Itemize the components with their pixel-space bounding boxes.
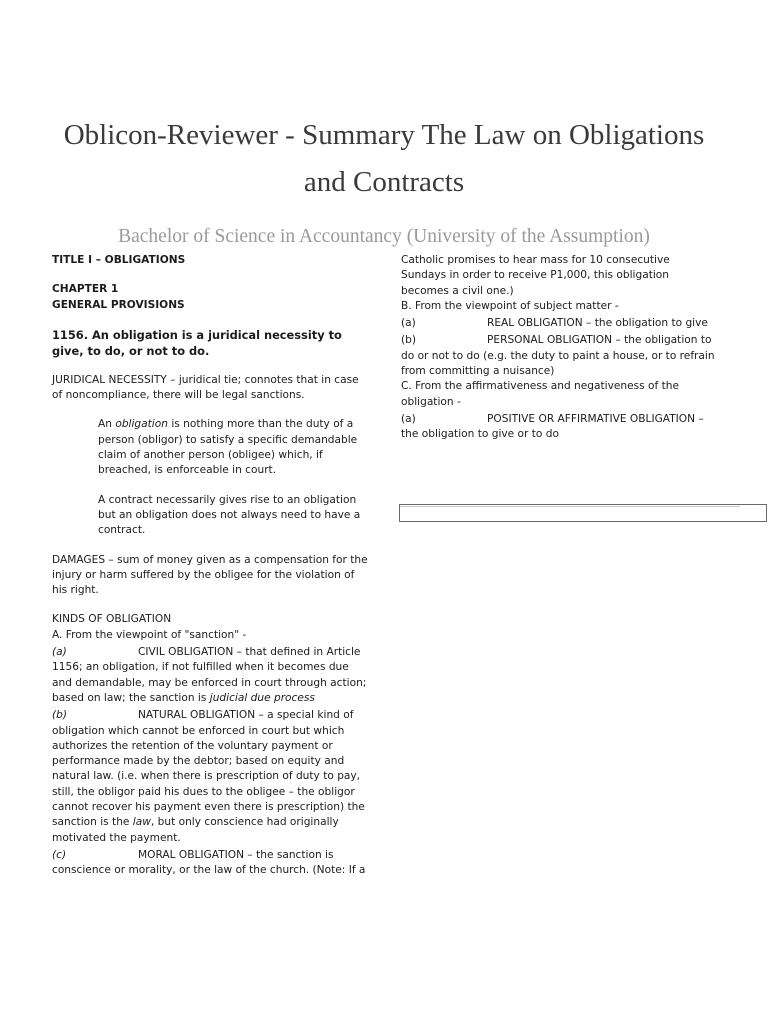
civil-rest: 1156; an obligation, if not fulfilled when it becomes due and demandable, may be enforced in court through action; based on law; the sanction is xyxy=(52,661,367,704)
natural-tail: , but only conscience had originally motivated the payment. xyxy=(52,816,339,844)
moral-label: (c) xyxy=(52,848,67,861)
positive-obligation-row xyxy=(401,412,715,427)
moral-continued: Catholic promises to hear mass for 10 consecutive Sundays in order to receive P1,000, this obligation becomes a civil one.) xyxy=(401,254,670,297)
natural-emphasis: law xyxy=(132,816,151,829)
positive-obligation-text: the obligation to give or to do xyxy=(401,428,559,441)
kinds-b: B. From the viewpoint of subject matter - xyxy=(401,299,619,312)
chapter-name: GENERAL PROVISIONS xyxy=(52,298,185,311)
personal-label: (b) xyxy=(401,334,416,347)
contract-note: A contract necessarily gives rise to an obligation but an obligation does not always need to have a contract. xyxy=(98,493,361,537)
positive-first-line: POSITIVE OR AFFIRMATIVE OBLIGATION – xyxy=(487,412,704,425)
moral-obligation-row xyxy=(52,848,368,863)
real-obligation-row xyxy=(401,316,715,331)
kinds-c: C. From the affirmativeness and negativeness of the obligation - xyxy=(401,380,679,408)
document-subtitle: Bachelor of Science in Accountancy (University of the Assumption) xyxy=(118,226,650,247)
obligation-prefix: An xyxy=(98,418,116,431)
personal-obligation-text: do or not to do (e.g. the duty to paint a house, or to refrain from committing a nuisance) xyxy=(401,349,715,378)
obligation-rest: is nothing more than the duty of a person (obligor) to satisfy a specific demandable claim of another person (obligee) which, if breached, is enforceable in court. xyxy=(98,418,358,477)
obligation-term: obligation xyxy=(115,418,168,431)
left-column xyxy=(52,253,368,879)
positive-label: (a) xyxy=(401,412,416,425)
natural-obligation-text xyxy=(52,724,368,846)
kinds-heading: KINDS OF OBLIGATION xyxy=(52,613,172,626)
document-title: Oblicon-Reviewer - Summary The Law on Obligations and Contracts xyxy=(63,119,705,198)
content-divider-box xyxy=(399,504,767,522)
real-label: (a) xyxy=(401,317,416,330)
natural-first-line: NATURAL OBLIGATION – a special kind of xyxy=(138,709,354,722)
moral-first-line: MORAL OBLIGATION – the sanction is xyxy=(138,848,334,861)
civil-first-line: CIVIL OBLIGATION – that defined in Article xyxy=(138,646,361,659)
natural-rest: obligation which cannot be enforced in court but which authorizes the retention of the voluntary payment or performance made by the debtor; based on equity and natural law. (i.e. when there is prescription of duty to pay, still, the obligor paid his dues to the obligee – the obligor cannot recover his payment even there is prescription) the sanction is the xyxy=(52,724,365,829)
civil-obligation-row xyxy=(52,645,368,660)
civil-label: (a) xyxy=(52,646,67,659)
kinds-a: A. From the viewpoint of "sanction" - xyxy=(52,628,247,641)
obligation-definition xyxy=(52,417,368,478)
juridical-necessity-definition: JURIDICAL NECESSITY – juridical tie; connotes that in case of noncompliance, there will be legal sanctions. xyxy=(52,373,359,402)
personal-obligation-row xyxy=(401,333,715,348)
civil-emphasis: judicial due process xyxy=(209,691,315,704)
natural-obligation-row xyxy=(52,708,368,723)
damages-definition: DAMAGES – sum of money given as a compensation for the injury or harm suffered by the obligee for the violation of his right. xyxy=(52,553,368,597)
personal-first-line: PERSONAL OBLIGATION – the obligation to xyxy=(487,334,712,347)
real-text: REAL OBLIGATION – the obligation to give xyxy=(487,317,708,330)
chapter-heading: CHAPTER 1 xyxy=(52,283,119,296)
natural-label: (b) xyxy=(52,709,67,722)
moral-obligation-text: conscience or morality, or the law of the church. (Note: If a xyxy=(52,864,366,877)
title-heading: TITLE I – OBLIGATIONS xyxy=(52,254,186,266)
article-1156: 1156. An obligation is a juridical necessity to give, to do, or not to do. xyxy=(52,327,342,358)
civil-obligation-text xyxy=(52,660,368,706)
right-column xyxy=(401,253,715,443)
